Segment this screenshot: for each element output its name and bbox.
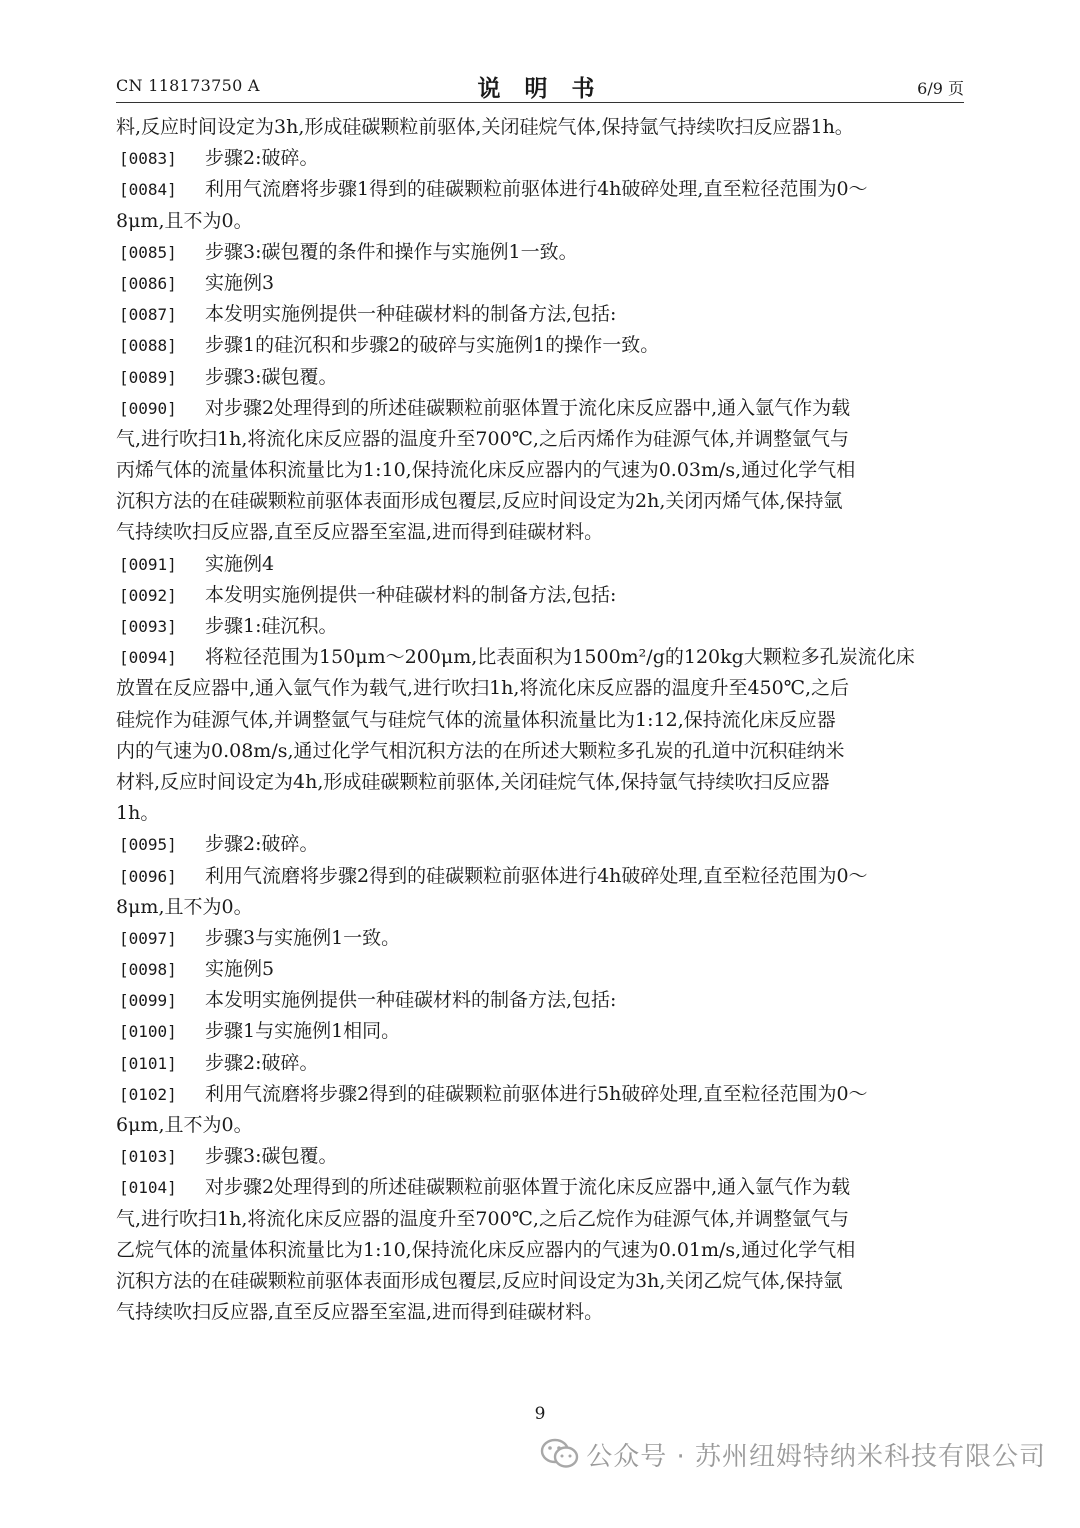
paragraph-text: 对步骤2处理得到的所述硅碳颗粒前驱体置于流化床反应器中,通入氩气作为载: [205, 1176, 851, 1199]
paragraph-text: 本发明实施例提供一种硅碳材料的制备方法,包括:: [205, 303, 617, 326]
watermark: [540, 1434, 1046, 1474]
text-line: [116, 767, 964, 798]
paragraph-text: 放置在反应器中,通入氩气作为载气,进行吹扫1h,将流化床反应器的温度升至450℃,之后: [116, 677, 850, 700]
paragraph-number: [0094]: [119, 648, 177, 668]
text-line: [116, 1048, 964, 1079]
paragraph-number: [0090]: [119, 398, 177, 418]
paragraph-number: [0091]: [119, 554, 177, 574]
text-line: [116, 330, 964, 361]
text-line: [116, 1079, 964, 1110]
paragraph-number: [0088]: [119, 336, 177, 356]
text-line: [116, 299, 964, 330]
watermark-text: 公众号 · 苏州纽姆特纳米科技有限公司: [586, 1441, 1046, 1472]
document-title: 说 明 书: [477, 75, 603, 102]
paragraph-text: 实施例3: [205, 271, 275, 294]
paragraph-text: 硅烷作为硅源气体,并调整氩气与硅烷气体的流量体积流量比为1:12,保持流化床反应器: [116, 708, 836, 731]
paragraph-text: 气,进行吹扫1h,将流化床反应器的温度升至700℃,之后丙烯作为硅源气体,并调整氩气与: [116, 427, 850, 450]
paragraph-number: [0099]: [119, 991, 177, 1011]
paragraph-text: 气持续吹扫反应器,直至反应器至室温,进而得到硅碳材料。: [116, 521, 604, 544]
text-line: [116, 206, 964, 237]
paragraph-text: 丙烯气体的流量体积流量比为1:10,保持流化床反应器内的气速为0.03m/s,通过化学气相: [116, 459, 856, 482]
paragraph-number: [0086]: [119, 273, 177, 293]
paragraph-text: 利用气流磨将步骤2得到的硅碳颗粒前驱体进行5h破碎处理,直至粒径范围为0～: [205, 1082, 868, 1105]
paragraph-number: [0097]: [119, 928, 177, 948]
paragraph-number: [0087]: [119, 305, 177, 325]
paragraph-text: 对步骤2处理得到的所述硅碳颗粒前驱体置于流化床反应器中,通入氩气作为载: [205, 396, 851, 419]
paragraph-text: 本发明实施例提供一种硅碳材料的制备方法,包括:: [205, 989, 617, 1012]
paragraph-text: 利用气流磨将步骤1得到的硅碳颗粒前驱体进行4h破碎处理,直至粒径范围为0～: [205, 178, 868, 201]
text-line: [116, 486, 964, 517]
wechat-icon: [540, 1438, 580, 1470]
paragraph-number: [0096]: [119, 866, 177, 886]
text-line: [116, 455, 964, 486]
text-line: [116, 549, 964, 580]
page-info: 6/9 页: [917, 79, 964, 98]
text-line: [116, 1016, 964, 1047]
paragraph-text: 气持续吹扫反应器,直至反应器至室温,进而得到硅碳材料。: [116, 1301, 604, 1324]
text-line: [116, 985, 964, 1016]
text-line: [116, 798, 964, 829]
text-line: [116, 1141, 964, 1172]
page-number: 9: [534, 1404, 546, 1424]
paragraph-number: [0093]: [119, 617, 177, 636]
text-line: [116, 268, 964, 299]
text-line: [116, 705, 964, 736]
paragraph-number: [0101]: [119, 1053, 177, 1073]
paragraph-number: [0102]: [119, 1084, 177, 1104]
text-line: [116, 580, 964, 611]
paragraph-text: 8μm,且不为0。: [116, 895, 253, 918]
document-body: [116, 112, 964, 1328]
paragraph-text: 料,反应时间设定为3h,形成硅碳颗粒前驱体,关闭硅烷气体,保持氩气持续吹扫反应器1h。: [116, 116, 854, 138]
text-line: [116, 1110, 964, 1141]
paragraph-text: 乙烷气体的流量体积流量比为1:10,保持流化床反应器内的气速为0.01m/s,通过化学气相: [116, 1238, 856, 1261]
paragraph-text: 步骤3与实施例1一致。: [205, 926, 401, 949]
paragraph-text: 步骤3:碳包覆。: [205, 1145, 338, 1168]
paragraph-text: 将粒径范围为150μm～200μm,比表面积为1500m²/g的120kg大颗粒多孔炭流化床: [205, 646, 915, 669]
paragraph-text: 内的气速为0.08m/s,通过化学气相沉积方法的在所述大颗粒多孔炭的孔道中沉积硅纳米: [116, 739, 845, 762]
text-line: [116, 736, 964, 767]
paragraph-text: 本发明实施例提供一种硅碳材料的制备方法,包括:: [205, 583, 617, 606]
text-line: [116, 1297, 964, 1328]
paragraph-text: 气,进行吹扫1h,将流化床反应器的温度升至700℃,之后乙烷作为硅源气体,并调整氩气与: [116, 1207, 850, 1230]
text-line: [116, 237, 964, 268]
text-line: [116, 611, 964, 642]
paragraph-text: 步骤1的硅沉积和步骤2的破碎与实施例1的操作一致。: [205, 334, 660, 357]
publication-number: CN 118173750 A: [116, 76, 260, 95]
paragraph-number: [0083]: [119, 149, 177, 169]
paragraph-text: 8μm,且不为0。: [116, 209, 253, 232]
text-line: [116, 673, 964, 704]
paragraph-text: 步骤1与实施例1相同。: [205, 1020, 401, 1043]
paragraph-number: [0104]: [119, 1178, 177, 1198]
paragraph-number: [0084]: [119, 180, 177, 200]
paragraph-text: 步骤3:碳包覆的条件和操作与实施例1一致。: [205, 240, 578, 263]
text-line: [116, 112, 964, 143]
paragraph-text: 1h。: [116, 802, 160, 825]
text-line: [116, 424, 964, 455]
paragraph-number: [0100]: [119, 1022, 177, 1042]
paragraph-number: [0092]: [119, 585, 177, 605]
paragraph-text: 步骤2:破碎。: [205, 1051, 319, 1074]
paragraph-text: 实施例4: [205, 552, 275, 575]
paragraph-number: [0098]: [119, 960, 177, 980]
text-line: [116, 923, 964, 954]
text-line: [116, 174, 964, 205]
text-line: [116, 143, 964, 174]
paragraph-text: 步骤3:碳包覆。: [205, 365, 338, 388]
paragraph-text: 实施例5: [205, 958, 275, 981]
text-line: [116, 1266, 964, 1297]
paragraph-number: [0089]: [119, 367, 177, 387]
paragraph-text: 步骤1:硅沉积。: [205, 615, 338, 637]
text-line: [116, 861, 964, 892]
paragraph-text: 6μm,且不为0。: [116, 1114, 253, 1136]
text-line: [116, 892, 964, 923]
text-line: [116, 1235, 964, 1266]
text-line: [116, 1172, 964, 1203]
paragraph-text: 沉积方法的在硅碳颗粒前驱体表面形成包覆层,反应时间设定为3h,关闭乙烷气体,保持氩: [116, 1269, 843, 1292]
text-line: [116, 954, 964, 985]
text-line: [116, 642, 964, 673]
text-line: [116, 829, 964, 860]
text-line: [116, 1204, 964, 1235]
paragraph-number: [0095]: [119, 835, 177, 855]
document-header: [116, 70, 964, 100]
text-line: [116, 393, 964, 424]
header-rule: [116, 102, 964, 103]
paragraph-number: [0085]: [119, 242, 177, 262]
text-line: [116, 517, 964, 548]
paragraph-text: 沉积方法的在硅碳颗粒前驱体表面形成包覆层,反应时间设定为2h,关闭丙烯气体,保持氩: [116, 490, 843, 513]
text-line: [116, 362, 964, 393]
paragraph-text: 步骤2:破碎。: [205, 147, 319, 170]
paragraph-text: 材料,反应时间设定为4h,形成硅碳颗粒前驱体,关闭硅烷气体,保持氩气持续吹扫反应器: [116, 770, 830, 793]
paragraph-text: 利用气流磨将步骤2得到的硅碳颗粒前驱体进行4h破碎处理,直至粒径范围为0～: [205, 864, 868, 887]
paragraph-number: [0103]: [119, 1147, 177, 1167]
paragraph-text: 步骤2:破碎。: [205, 833, 319, 856]
